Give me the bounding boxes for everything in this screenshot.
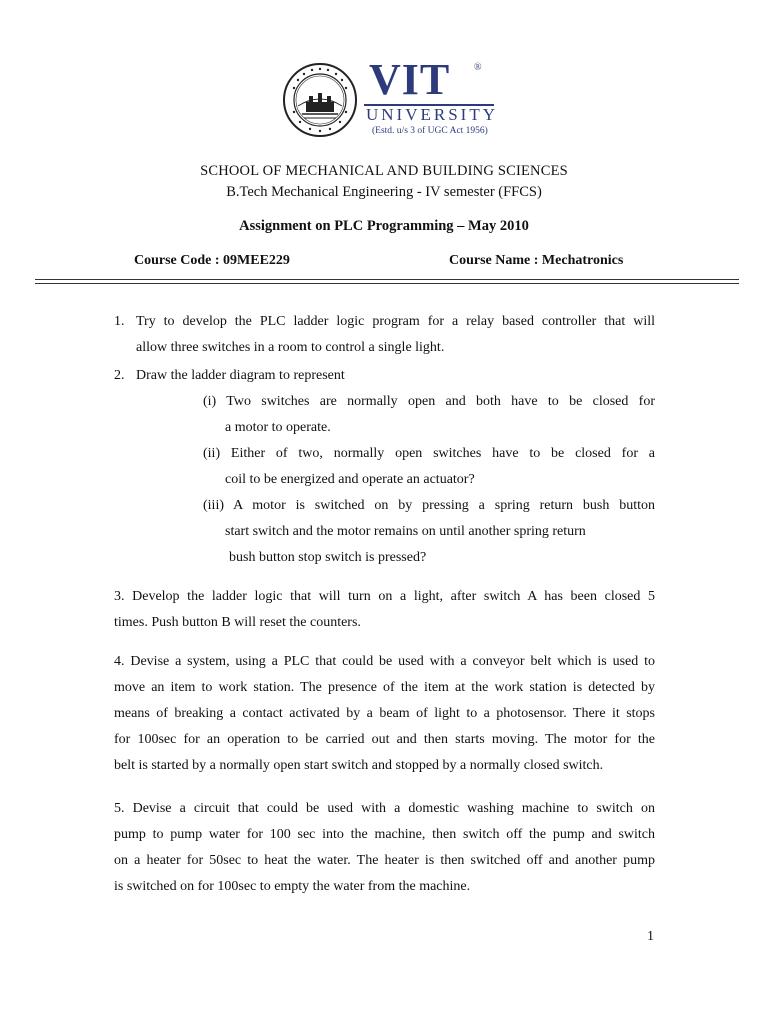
- program-name: B.Tech Mechanical Engineering - IV semester (FFCS): [226, 184, 542, 200]
- q3-line2: times. Push button B will reset the counters.: [114, 615, 361, 630]
- course-name: Course Name : Mechatronics: [449, 253, 624, 268]
- q5-line3: on a heater for 50sec to heat the water. The heater is then switched off and another pump: [114, 853, 655, 868]
- q2-i-line2: a motor to operate.: [225, 420, 331, 435]
- q4-line1: 4. Devise a system, using a PLC that could be used with a conveyor belt which is used to: [114, 654, 655, 669]
- q1-line2: allow three switches in a room to control a single light.: [136, 340, 445, 355]
- q2-number: 2.: [114, 368, 125, 383]
- q4-line2: move an item to work station. The presence of the item at the work station is detected by: [114, 680, 655, 695]
- q5-line1: 5. Devise a circuit that could be used with a domestic washing machine to switch on: [114, 801, 655, 816]
- q2-i-line1: (i) Two switches are normally open and both have to be closed for: [203, 394, 655, 409]
- course-code: Course Code : 09MEE229: [134, 253, 290, 268]
- established-note: (Estd. u/s 3 of UGC Act 1956): [372, 126, 488, 136]
- vit-wordmark: [364, 55, 498, 142]
- q3-line1: 3. Develop the ladder logic that will turn on a light, after switch A has been closed 5: [114, 589, 655, 604]
- q4-line3: means of breaking a contact activated by a beam of light to a photosensor. There it stops: [114, 706, 655, 721]
- q1-line1: Try to develop the PLC ladder logic program for a relay based controller that will: [136, 314, 655, 329]
- header-divider-bottom: [35, 283, 739, 284]
- q2-iii-line2: start switch and the motor remains on until another spring return: [225, 524, 586, 539]
- university-label: UNIVERSITY: [366, 105, 498, 124]
- q2-ii-line1: (ii) Either of two, normally open switches have to be closed for a: [203, 446, 655, 461]
- university-seal-icon: [282, 62, 358, 138]
- page-number: 1: [647, 929, 654, 944]
- brand-name: VIT: [369, 55, 451, 104]
- school-name: SCHOOL OF MECHANICAL AND BUILDING SCIENCES: [200, 163, 568, 179]
- q5-line2: pump to pump water for 100 sec into the machine, then switch off the pump and switch: [114, 827, 655, 842]
- q2-ii-line2: coil to be energized and operate an actuator?: [225, 472, 475, 487]
- q4-line4: for 100sec for an operation to be carried out and then starts moving. The motor for the: [114, 732, 655, 747]
- q2-intro: Draw the ladder diagram to represent: [136, 368, 345, 383]
- q4-line5: belt is started by a normally open start switch and stopped by a normally closed switch.: [114, 758, 604, 773]
- vit-logo: [282, 55, 498, 144]
- header-divider-top: [35, 279, 739, 280]
- registered-mark: ®: [474, 62, 482, 73]
- q2-iii-line3: bush button stop switch is pressed?: [229, 550, 427, 565]
- q2-iii-line1: (iii) A motor is switched on by pressing a spring return bush button: [203, 498, 655, 513]
- q5-line4: is switched on for 100sec to empty the water from the machine.: [114, 879, 471, 894]
- q1-number: 1.: [114, 314, 125, 329]
- assignment-title: Assignment on PLC Programming – May 2010: [239, 218, 529, 234]
